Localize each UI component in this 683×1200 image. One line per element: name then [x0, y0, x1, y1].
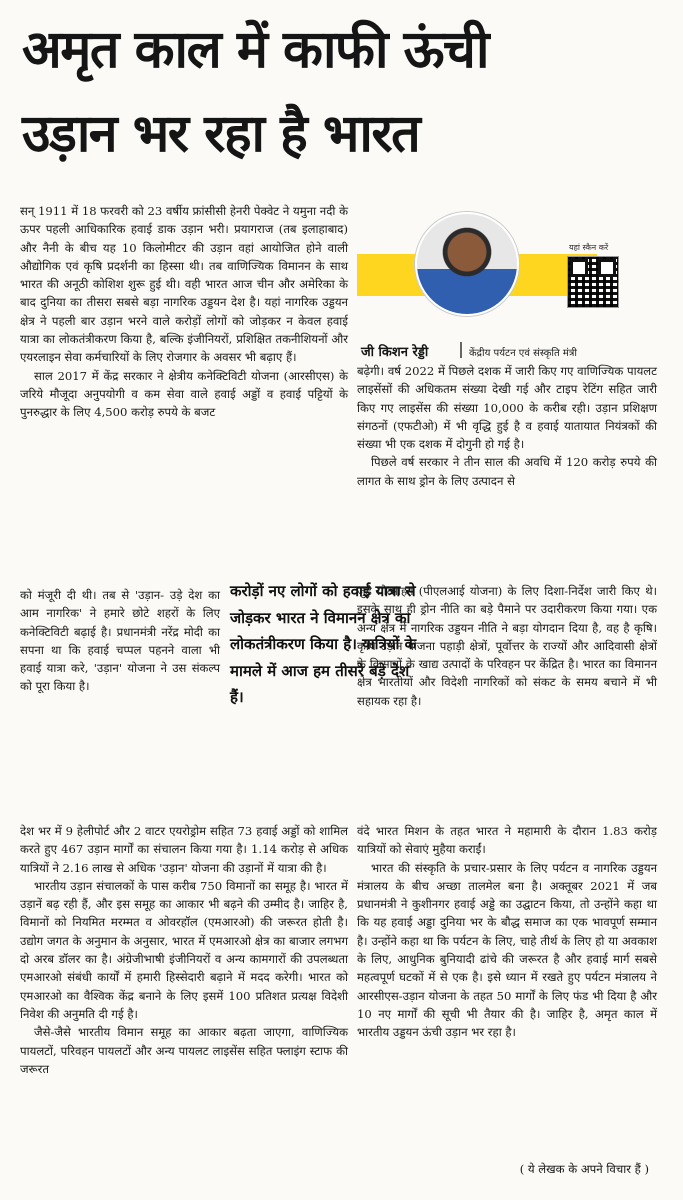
paragraph: साल 2017 में केंद्र सरकार ने क्षेत्रीय कनेक्टिविटी योजना (आरसीएस) के जरिये मौजूदा अनुपयोगी व कम सेवा वाले हवाई अड्डों व हवाई पट्टियों के पुनरुद्धार के लिए 4,500 करोड़ रुपये के बजट	[20, 368, 348, 420]
author-photo	[415, 212, 519, 316]
paragraph: जुड़े प्रोत्साहन (पीएलआई योजना) के लिए दिशा-निर्देश जारी किए थे। इसके साथ ही ड्रोन नीति का बड़े पैमाने पर उदारीकरण किया गया। एक अन्य क्षेत्र में नागरिक उड्डयन नीति ने बड़ा योगदान दिया है, वह है कृषि। कृषि उड़ान योजना पहाड़ी क्षेत्रों, पूर्वोत्तर के राज्यों और आदिवासी क्षेत्रों के किसानों के खाद्य उत्पादों के परिवहन पर केंद्रित है। भारत का विमानन क्षेत्र भारतीयों और विदेशी नागरिकों को संकट के समय बचाने में भी सहायक रहा है।	[357, 584, 657, 708]
author-divider	[460, 342, 462, 358]
author-role: केंद्रीय पर्यटन एवं संस्कृति मंत्री	[469, 348, 577, 359]
paragraph: को मंजूरी दी थी। तब से 'उड़ान- उड़े देश का आम नागरिक' ने हमारे छोटे शहरों के लिए कनेक्टिविटी बढ़ाई है। प्रधानमंत्री नरेंद्र मोदी का सपना था कि हवाई चप्पल पहनने वाला भी हवाई यात्रा करे, 'उड़ान' योजना ने उस संकल्प को पूरा किया है।	[20, 588, 220, 694]
right-column-top	[357, 362, 657, 490]
left-column-bottom	[20, 822, 348, 1078]
paragraph: वंदे भारत मिशन के तहत भारत ने महामारी के दौरान 1.83 करोड़ यात्रियों को सेवाएं मुहैया कराईं।	[357, 824, 657, 857]
author-name: जी किशन रेड्डी	[361, 345, 429, 360]
right-column-bottom	[357, 822, 657, 1042]
paragraph: पिछले वर्ष सरकार ने तीन साल की अवधि में 120 करोड़ रुपये की लागत के साथ ड्रोन के लिए उत्पादन से	[357, 455, 657, 488]
headline-line-1: अमृत काल में काफी ऊंची	[22, 20, 488, 80]
paragraph: भारत की संस्कृति के प्रचार-प्रसार के लिए पर्यटन व नागरिक उड्डयन मंत्रालय के बीच अच्छा तालमेल बना है। अक्तूबर 2021 में जब प्रधानमंत्री ने कुशीनगर हवाई अड्डे का उद्घाटन किया, तो उन्होंने कहा था कि यह हवाई अड्डा दुनिया भर के बौद्ध समाज का एक भावपूर्ण सम्मान है। उन्होंने कहा था कि पर्यटन के लिए, चाहे तीर्थ के लिए हो या अवकाश के लिए, आधुनिक बुनियादी ढांचे की जरूरत है और हवाई मार्ग सबसे महत्वपूर्ण घटकों में से एक है। इसे ध्यान में रखते हुए पर्यटन मंत्रालय ने आरसीएस-उड़ान योजना के तहत 50 मार्गों के लिए फंड भी दिया है और 10 नए मार्गों की सूची भी तैयार की है। जाहिर है, अमृत काल में भारतीय उड्डयन ऊंची उड़ान भर रहा है।	[357, 860, 657, 1040]
author-box	[357, 208, 657, 360]
paragraph: सन् 1911 में 18 फरवरी को 23 वर्षीय फ्रांसीसी हेनरी पेक्वेट ने यमुना नदी के ऊपर पहली आधिकारिक हवाई डाक उड़ान भरी। प्रयागराज (तब इलाहाबाद) और नैनी के बीच यह 10 किलोमीटर की उड़ान वहां आयोजित होने वाली औद्योगिक एवं कृषि प्रदर्शनी का हिस्सा थी। तब वाणिज्यिक विमानन के साथ भारत की अनूठी कोशिश शुरू हुई थी। वही भारत आज चीन और अमेरिका के बाद दुनिया का तीसरा सबसे बड़ा नागरिक उड्डयन देश है। यहां नागरिक उड्डयन क्षेत्र ने पहली बार उड़ान भरने वाले करोड़ों लोगों को जोड़कर न केवल हवाई यात्रा का लोकतंत्रीकरण किया है, बल्कि इंजीनियरों, प्रशिक्षित तकनीशियनों और एयरलाइन सेवा कर्मचारियों के लिए रोजगार के अवसर भी बढ़ाए हैं।	[20, 204, 349, 365]
paragraph: भारतीय उड़ान संचालकों के पास करीब 750 विमानों का समूह है। भारत में उड़ानें बढ़ रही हैं, और इस समूह का आकार भी बढ़ने की उम्मीद है। जाहिर है, विमानों को नियमित मरम्मत व ओवरहॉल (एमआरओ) की जरूरत होती है। उद्योग जगत के अनुमान के अनुसार, भारत में एमआरओ क्षेत्र का बाजार लगभग दो अरब डॉलर का है। अंग्रेजीभाषी इंजीनियरों व अन्य कामगारों की उपलब्धता एमआरओ संबंधी कार्यों में हमारी हिस्सेदारी बढ़ाने में मदद करेगी। भारत को एमआरओ का वैश्विक केंद्र बनाने के लिए इसमें 100 प्रतिशत प्रत्यक्ष विदेशी निवेश की अनुमति दी गई है।	[20, 878, 348, 1021]
paragraph: देश भर में 9 हेलीपोर्ट और 2 वाटर एयरोड्रोम सहित 73 हवाई अड्डों को शामिल करते हुए 467 उड़ान मार्गों का संचालन किया गया है। 1.14 करोड़ से अधिक यात्रियों ने 2.16 लाख से अधिक 'उड़ान' योजना की उड़ानों में यात्रा की है।	[20, 824, 348, 875]
headline-line-2: उड़ान भर रहा है भारत	[22, 104, 420, 164]
paragraph: जैसे-जैसे भारतीय विमान समूह का आकार बढ़ता जाएगा, वाणिज्यिक पायलटों, परिवहन पायलटों और अन्य पायलट लाइसेंस सहित फ्लाइंग स्टाफ की जरूरत	[20, 1025, 348, 1076]
headline	[22, 8, 662, 176]
scan-label: यहां स्कैन करें	[569, 243, 609, 252]
pull-quote: करोड़ों नए लोगों को हवाई यात्रा से जोड़कर भारत ने विमानन क्षेत्र का लोकतंत्रीकरण किया है। यात्रियों के मामले में आज हम तीसरे बड़े देश हैं।	[230, 582, 417, 706]
left-column-mid	[20, 586, 220, 696]
qr-code-icon[interactable]	[567, 256, 619, 308]
right-column-mid	[357, 582, 657, 710]
left-column-top	[20, 202, 348, 422]
paragraph: बढ़ेगी। वर्ष 2022 में पिछले दशक में जारी किए गए वाणिज्यिक पायलट लाइसेंसों की अधिकतम संख्या देखी गई और टाइप रेटिंग सहित जारी किए गए लाइसेंस की संख्या 10,000 के करीब रही। उड़ान प्रशिक्षण संगठनों (एफटीओ) में भी वृद्धि हुई है व हवाई यातायात नियंत्रकों की संख्या भी एक दशक में दोगुनी हो गई है।	[357, 364, 657, 452]
author-note: ( ये लेखक के अपने विचार हैं )	[519, 1162, 649, 1176]
